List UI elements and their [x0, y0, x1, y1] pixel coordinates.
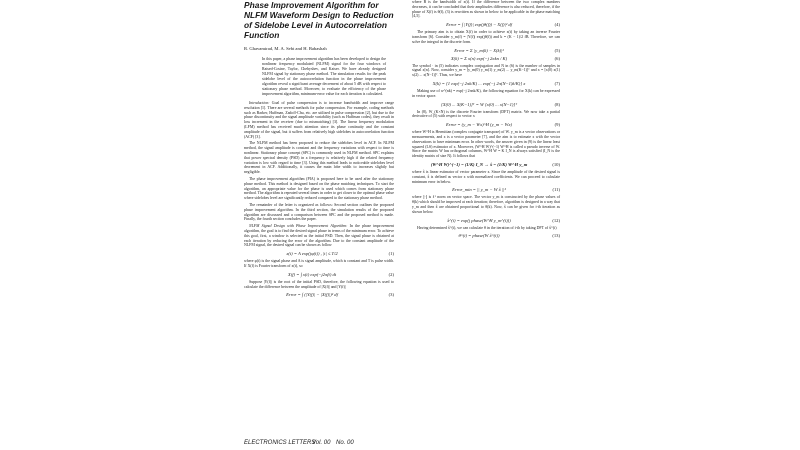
- equation-8-number: (8): [554, 101, 560, 107]
- equation-13-number: (13): [552, 233, 560, 239]
- equation-11-body: Error_min = || y_m − W x̂ ||²: [452, 187, 506, 193]
- journal-name: ELECTRONICS LETTERS: [244, 440, 316, 446]
- equation-5: [412, 48, 560, 53]
- paragraph-5: where φ(t) is the signal phase and A is signal amplitude, which is constant and T is pulse width. If X(f) is Fourier transform of x(t), so: [244, 259, 394, 268]
- equation-2-body: X(f) = ∫ x(t) exp(−j2πft) dt: [287, 271, 337, 277]
- equation-13-body: θ^(i) = phase(W x̂^(i)): [458, 233, 500, 239]
- equation-9: [412, 122, 560, 127]
- equation-9-number: (9): [554, 122, 560, 128]
- section2-paragraph: [244, 224, 394, 248]
- equation-6-number: (6): [554, 55, 560, 61]
- right-paragraph-6: where W^H is Hermitian (complex conjugate transpose) of W. y_m is a vector observations or measurements, and x is a vector parameter [7], and the aim is to estimate x with the vector observations to have minimum error. In other words, the answer given in (9) is the linear least squared (LS) estimator of x. Moreover, (W^H W)^(−1) W^H is called a pseudo inverse of W. Since the matrix W has orthogonal columns, W^H W = K I_N is always satisfied (I_N is the identity matrix of size N). It follows that: [412, 130, 560, 159]
- equation-4-body: Error = ∫ |Y(f)| exp(jθ(f)) − X(f)|² df: [446, 22, 512, 28]
- section2-heading: NLFM Signal Design with Phase Improvement Algorithm:: [249, 224, 348, 229]
- equation-7-body: X(k) = [1 exp(−j 2πk/K) ... exp(−j 2π(N−1)k/K)] x: [432, 80, 526, 86]
- right-paragraph-3: The symbol · in (5) indicates complex conjugation and N in (6) is the number of samples in signal x[n]. Now, consider y_m = [y_m(0) y_m(1) y_m(2) ... y_m(K−1)]ᵀ and x = [x(0) x(1) x(2) ... x(N−1)]ᵀ. Thus, we have: [412, 63, 560, 78]
- intro-text: Goal of pulse compression is to increase bandwidth and improve range resolution [1]. There are several methods for pulse compression. For example, coding methods such as Barker, Huffman, Zadoff-Chu, etc. are utilized in pulse compression [2], but due to the phase discontinuity and the signal amplitude variability (such as Huffman codes), they result in loss increment in the receiver (due to mismatching) [3]. The linear frequency modulation (LFM) method has received much attention since its phase continuity and the constant amplitude of the signal, but it suffers from relatively high sidelobes in autocorrelation function (ACF) [3].: [244, 101, 394, 139]
- equation-3-number: (3): [388, 292, 394, 298]
- intro-paragraph: [244, 101, 394, 139]
- issue-label: No. 00: [336, 440, 354, 446]
- section2-text: In the phase improvement algorithm, the goal is to find the desired signal phase in terms of the minimum error. To achieve this goal, first, a window is selected as the initial PSD. Then, the signal phase is obtained at each iteration by reducing the error of the algorithm. Due to the constant amplitude of the NLFM signal, the desired signal can be shown as follow: [244, 224, 394, 248]
- equation-1: [244, 251, 394, 256]
- right-paragraph-4: Making use of w^(nk) = exp(−j 2πnk/K), the following equation for X(k) can be expressed in vector space.: [412, 88, 560, 98]
- equation-4: [412, 22, 560, 27]
- right-paragraph-1: where B is the bandwidth of x(t). If the difference between the two complex numbers decreases, it can be concluded that their amplitudes difference is also reduced, therefore, if the phase of X(f) is θ(f), (3) is rewritten as shown in below to be applicable in the phase matching [4,5].: [412, 0, 560, 19]
- authors: R. Ghavamirad, M. A. Sebt and H. Babashah: [244, 46, 327, 51]
- right-paragraph-8: where ||·|| is ℓ² norm on vector space. The vector y_m is constructed by the phase values of θ(k) which should be improved at each iteration; therefore, algorithm is designed in a way that y_m and then x̂ are obtained proportional to θ(k). Now, x̂ can be given for i-th iteration as shown below.: [412, 195, 560, 214]
- paragraph-4: The remainder of the letter is organized as follows: Second section outlines the proposed phase improvement algorithm. In the third section, the simulation results of the proposed algorithm are discussed and a comparison between SPC and the proposed method is made. Finally, the fourth section concludes the paper.: [244, 202, 394, 222]
- equation-2: [244, 272, 394, 277]
- right-paragraph-5: In (8), W_(K×N) is the discrete Fourier transform (DFT) matrix. We now take a partial derivative of (5) with respect to vector x: [412, 109, 560, 119]
- equation-8: [412, 102, 560, 107]
- equation-1-body: x(t) = A exp(jφ(t)) , |t| ≤ T/2: [286, 251, 338, 257]
- right-paragraph-2: The primary aim is to obtain X(f) in order to achieve x(t) by taking an inverse Fourier transform [6]. Consider y_m(f) = |Y(f)| exp(jθ(f)) and k = (K − 1)/2 fB. Therefore, we can solve the integral in the discrete form.: [412, 30, 560, 44]
- equation-12-body: x̂^(i) = exp(j phase(W^H y_m^(i))): [447, 217, 511, 223]
- equation-10-number: (10): [552, 161, 560, 167]
- right-paragraph-9: Having determined x̂^(i), we can calculate θ in the iteration of i-th by taking DFT of x̂^(i): [417, 225, 557, 230]
- equation-2-number: (2): [388, 271, 394, 277]
- equation-9-body: Error = (y_m − Wx)^H (y_m − Wx): [445, 122, 513, 128]
- paper-title: Phase Improvement Algorithm for NLFM Waveform Design to Reduction of Sidelobe Level in Autocorrelation Function: [244, 0, 394, 40]
- intro-heading: Introduction:: [249, 101, 270, 105]
- equation-11: [412, 187, 560, 192]
- equation-10: [412, 162, 560, 167]
- equation-7: [412, 81, 560, 86]
- paragraph-2: The NLFM method has been proposed to reduce the sidelobes level in ACF. In NLFM method, the signal amplitude is constant and the frequency variations with respect to time is nonlinear. Stationary phase concept (SPC) is commonly used in NLFM method. SPC explains that power spectral density (PSD) in a frequency is relatively high if the related frequency variation is low with regard to time [3]. Using this method leads to noticeable sidelobes level decrement in ACF. Additionally, it causes the main lobe width to increases slightly but negligible.: [244, 141, 394, 175]
- equation-5-number: (5): [554, 47, 560, 53]
- page-footer: [244, 440, 564, 446]
- equation-4-number: (4): [554, 22, 560, 28]
- equation-3: [244, 292, 394, 297]
- equation-6-body: X(k) = Σ x(n) exp(−j 2πkn / K): [450, 55, 508, 61]
- equation-12: [412, 218, 560, 223]
- equation-8-body: [X(0) ... X(K−1)]ᵀ = W [x(0) ... x(N−1)]ᵀ: [441, 101, 517, 107]
- left-column: [244, 0, 394, 300]
- equation-3-body: Error = ∫ (|Y(f)| − |X(f)|)² df: [286, 292, 338, 298]
- equation-1-number: (1): [388, 251, 394, 257]
- equation-7-number: (7): [554, 80, 560, 86]
- equation-11-number: (11): [552, 187, 560, 193]
- volume-label: Vol. 00: [312, 440, 331, 446]
- paragraph-3: The phase improvement algorithm (PIA) is proposed here to be used after the stationary phase method. This method is designed based on the phase matching techniques. To start the algorithm, an appropriate value for the phase is used which comes from stationary phase method. The algorithm is repeated several times in order to get closer to the optimal phase value where sidelobes level are significantly reduced compared to the stationary phase method.: [244, 176, 394, 201]
- right-paragraph-7: where x̂ is linear estimator of vector parameter x. Since the amplitude of the desired signal is constant, x̂ is defined as vector x with normalized coefficients. We can proceed to calculate minimum error in below.: [412, 169, 560, 184]
- abstract: In this paper, a phase improvement algorithm has been developed to design the nonlinear frequency modulated (NLFM) signal for the four windows of Raised-Cosine, Taylor, Chebyshev, and Kaiser. We have already designed NLFM signal by stationary phase method. The simulation results for the peak sidelobe level of the autocorrelation function in the phase improvement algorithm reveal a significant average decrement of about 5 dB with respect to stationary phase method. Moreover, to evaluate the efficiency of the phase improvement algorithm, minimum-error value for each iteration is calculated.: [262, 57, 386, 96]
- equation-13: [412, 233, 560, 238]
- equation-12-number: (12): [552, 217, 560, 223]
- right-column: [412, 0, 560, 241]
- paragraph-6: Suppose |Y(f)| is the root of the initial PSD, therefore, the following equation is used to calculate the difference between the amplitude of |X(f)| and |Y(f)|: [244, 279, 394, 289]
- equation-10-body: (W^H W)^(−1) = (1/K) I_N → x̂ = (1/K) W^H y_m: [430, 161, 528, 167]
- equation-5-body: Error = Σ |y_m(k) − X(k)|²: [454, 47, 504, 53]
- equation-6: [412, 56, 560, 61]
